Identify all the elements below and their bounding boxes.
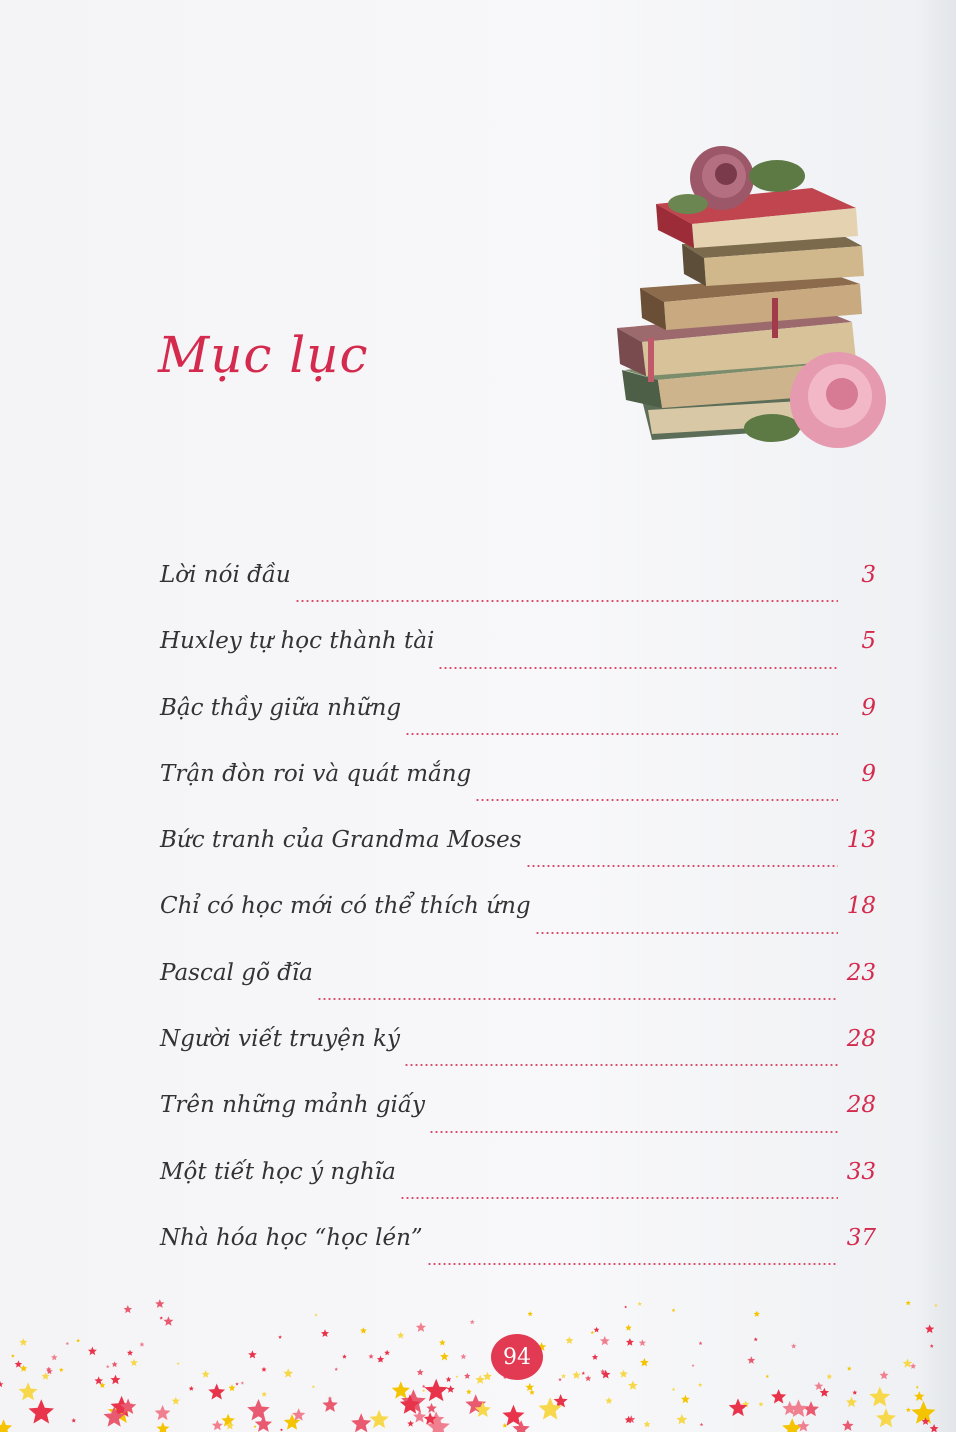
star-icon [106,1365,110,1369]
star-icon [585,1375,591,1381]
toc-entry [160,1159,876,1225]
star-icon [930,1344,934,1348]
star-icon [852,1390,857,1395]
star-icon [160,1316,164,1319]
star-icon [254,1425,257,1428]
star-icon [565,1336,573,1344]
star-icon [698,1383,703,1387]
star-icon [771,1389,786,1403]
star-icon [321,1329,329,1337]
star-icon [155,1299,164,1308]
star-icon [261,1391,267,1397]
toc-leader-dots [295,600,838,602]
star-icon [456,1375,459,1378]
star-icon [88,1347,97,1356]
star-icon [130,1359,138,1366]
star-icon [422,1389,425,1392]
star-icon [400,1394,420,1413]
star-icon [847,1366,852,1371]
toc-leader-dots [429,1131,838,1133]
star-icon [322,1397,338,1412]
star-icon [626,1338,634,1346]
star-icon [869,1387,890,1407]
star-icon [29,1399,55,1423]
star-icon [208,1384,225,1400]
toc-entry [160,827,876,893]
star-icon [94,1376,103,1384]
toc-entry-page: 13 [846,827,876,854]
star-icon [461,1354,467,1360]
star-icon [747,1356,755,1364]
star-icon [558,1378,562,1381]
star-icon [876,1408,896,1427]
star-icon [758,1402,763,1407]
stars-decoration [0,1280,956,1432]
star-icon [360,1327,367,1333]
star-icon [842,1420,854,1431]
star-icon [906,1300,911,1305]
star-icon [591,1331,595,1334]
star-icon [248,1350,257,1358]
table-of-contents [160,562,876,1291]
star-icon [526,1383,535,1391]
star-icon [71,1418,76,1423]
toc-entry-title: Chỉ có học mới có thể thích ứng [160,893,531,920]
star-icon [699,1341,703,1345]
star-icon [440,1352,449,1360]
star-icon [0,1419,12,1432]
star-icon [140,1342,145,1347]
star-icon [172,1397,180,1405]
star-icon [880,1371,889,1380]
star-icon [19,1338,27,1346]
star-icon [789,1399,808,1417]
star-icon [914,1391,925,1401]
star-icon [640,1358,649,1367]
star-icon [228,1384,235,1391]
star-icon [466,1389,472,1394]
star-icon [644,1421,651,1428]
toc-entry [160,562,876,628]
toc-entry [160,628,876,694]
star-icon [0,1381,3,1387]
toc-entry-title: Lời nói đầu [160,562,291,588]
star-icon [314,1313,317,1316]
star-icon [826,1374,832,1380]
star-icon [691,1364,694,1367]
star-icon [791,1343,796,1348]
star-icon [639,1339,646,1346]
star-icon [235,1382,238,1385]
star-icon [368,1354,373,1359]
toc-leader-dots [427,1263,838,1265]
toc-entry [160,960,876,1026]
star-icon [426,1403,437,1413]
star-icon [189,1386,194,1391]
star-icon [384,1350,390,1356]
star-icon [351,1413,371,1432]
toc-entry-title: Người viết truyện ký [160,1026,400,1053]
star-icon [155,1405,171,1420]
star-icon [906,1407,911,1412]
star-icon [619,1370,628,1378]
star-icon [51,1354,58,1360]
star-icon [605,1397,612,1404]
toc-entry-page: 23 [846,959,876,986]
books-and-roses-illustration [612,138,912,468]
star-icon [628,1381,638,1390]
toc-leader-dots [404,1064,838,1066]
star-icon [369,1410,388,1429]
toc-entry-title: Bức tranh của Grandma Moses [160,827,522,854]
star-icon [280,1428,283,1431]
toc-entry [160,893,876,959]
toc-entry-title: Trận đòn roi và quát mắng [160,760,472,787]
star-icon [638,1302,642,1306]
star-icon [261,1367,266,1372]
star-icon [417,1369,424,1376]
star-icon [903,1359,913,1368]
star-icon [127,1350,133,1356]
page-title: Mục lục [158,326,369,384]
star-icon [475,1375,485,1384]
star-icon [416,1322,426,1332]
star-icon [446,1377,452,1383]
toc-entry-title: Trên những mảnh giấy [160,1092,425,1119]
star-icon [582,1371,586,1374]
star-icon [925,1324,934,1333]
toc-entry-page: 9 [861,760,876,787]
star-icon [163,1316,173,1326]
star-icon [112,1361,118,1367]
star-icon [439,1339,446,1345]
star-icon [766,1375,770,1378]
star-icon [20,1365,27,1372]
star-icon [66,1342,70,1345]
toc-entry-page: 18 [846,893,876,920]
star-icon [572,1371,581,1379]
toc-entry-title: Bậc thầy giữa những [160,694,402,721]
star-icon [672,1388,676,1392]
star-icon [447,1385,455,1393]
toc-leader-dots [405,733,838,735]
star-icon [754,1337,758,1341]
star-icon [15,1360,23,1367]
star-icon [19,1382,38,1400]
star-icon [212,1420,223,1430]
toc-entry-page: 37 [846,1224,876,1251]
star-icon [76,1339,80,1343]
star-icon [594,1327,600,1333]
star-icon [528,1311,533,1316]
star-icon [561,1374,566,1379]
toc-leader-dots [400,1197,838,1199]
toc-leader-dots [535,932,838,934]
toc-entry-page: 9 [861,694,876,721]
star-icon [624,1306,627,1309]
toc-entry-title: Nhà hóa học “học lén” [160,1224,423,1251]
toc-entry-title: Một tiết học ý nghĩa [160,1158,396,1185]
toc-entry-page: 28 [846,1026,876,1053]
star-icon [247,1399,270,1420]
star-icon [483,1372,492,1381]
toc-entry-page: 5 [861,628,876,655]
toc-entry-page: 33 [846,1158,876,1185]
star-icon [424,1379,448,1401]
star-icon [255,1415,272,1432]
star-icon [625,1324,632,1330]
star-icon [202,1370,210,1378]
toc-leader-dots [438,667,838,669]
toc-entry-title: Huxley tự học thành tài [160,628,435,655]
page-edge-shadow [916,0,956,1432]
star-icon [676,1414,687,1424]
star-icon [470,1320,475,1325]
star-icon [846,1397,857,1408]
star-icon [283,1368,293,1377]
star-icon [407,1420,414,1426]
toc-entry-title: Pascal gõ đĩa [160,959,313,986]
star-icon [11,1354,15,1358]
star-icon [59,1368,64,1372]
star-icon [464,1373,470,1379]
toc-leader-dots [526,865,838,867]
star-icon [312,1385,315,1388]
star-icon [754,1311,760,1317]
star-icon [397,1332,404,1339]
star-icon [729,1398,748,1416]
star-icon [930,1424,939,1432]
star-icon [600,1336,610,1345]
star-icon [124,1305,133,1313]
star-icon [672,1308,676,1312]
toc-entry-page: 28 [846,1092,876,1119]
star-icon [916,1386,919,1389]
page-number-badge: 94 [491,1334,543,1380]
star-icon [797,1420,809,1432]
star-icon [803,1401,819,1416]
star-icon [502,1423,507,1428]
toc-entry [160,761,876,827]
star-icon [335,1367,339,1370]
star-icon [241,1381,245,1384]
star-icon [342,1354,347,1359]
star-icon [110,1375,120,1385]
star-icon [814,1382,823,1391]
toc-entry [160,695,876,761]
star-icon [700,1423,704,1426]
toc-entry [160,1026,876,1092]
toc-leader-dots [475,799,838,801]
toc-entry-page: 3 [861,562,876,588]
toc-leader-dots [317,998,838,1000]
star-icon [177,1362,180,1365]
star-icon [910,1363,916,1369]
toc-entry [160,1092,876,1158]
star-icon [934,1304,938,1307]
star-icon [592,1354,598,1360]
star-icon [392,1381,410,1398]
star-icon [278,1335,282,1339]
star-icon [681,1395,690,1404]
star-icon [156,1422,169,1432]
